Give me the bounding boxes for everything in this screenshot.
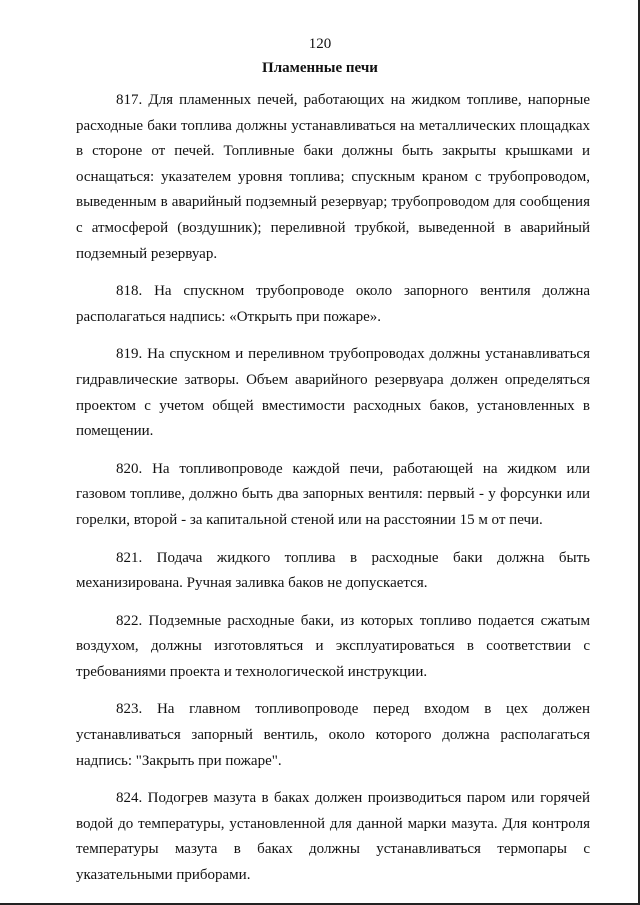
paragraph-819: 819. На спускном и переливном трубопроводах должны устанавливаться гидравлические затворы. Объем аварийного резервуара должен определяться проектом с учетом общей вместимости расходных баков, установленных в помещении. — [76, 346, 590, 440]
document-body — [76, 88, 590, 901]
paragraph-824: 824. Подогрев мазута в баках должен производиться паром или горячей водой до температуры, установленной для данной марки мазута. Для контроля температуры мазута в баках должны устанавливаться термопары с указательными приборами. — [76, 790, 590, 884]
paragraph-817: 817. Для пламенных печей, работающих на жидком топливе, напорные расходные баки топлива должны устанавливаться на металлических площадках в стороне от печей. Топливные баки должны быть закрыты крышками и оснащаться: указателем уровня топлива; спускным краном с трубопроводом, выведенным в аварийный подземный резервуар; трубопроводом для сообщения с атмосферой (воздушник); переливной трубкой, выведенной в аварийный подземный резервуар. — [76, 92, 590, 262]
paragraph-822: 822. Подземные расходные баки, из которых топливо подается сжатым воздухом, должны изготовляться и эксплуатироваться в соответствии с требованиями проекта и технологической инструкции. — [76, 612, 590, 680]
page-number: 120 — [308, 36, 332, 52]
section-title: Пламенные печи — [262, 60, 378, 76]
paragraph-821: 821. Подача жидкого топлива в расходные баки должна быть механизирована. Ручная заливка баков не допускается. — [76, 549, 590, 592]
paragraph-823: 823. На главном топливопроводе перед входом в цех должен устанавливаться запорный вентиль, около которого должна располагаться надпись: "Закрыть при пожаре". — [76, 701, 590, 769]
paragraph-818: 818. На спускном трубопроводе около запорного вентиля должна располагаться надпись: «Открыть при пожаре». — [76, 283, 590, 325]
paragraph-820: 820. На топливопроводе каждой печи, работающей на жидком или газовом топливе, должно быть два запорных вентиля: первый - у форсунки или горелки, второй - за капитальной стеной или на расстоянии 15 м от печи. — [76, 460, 590, 528]
